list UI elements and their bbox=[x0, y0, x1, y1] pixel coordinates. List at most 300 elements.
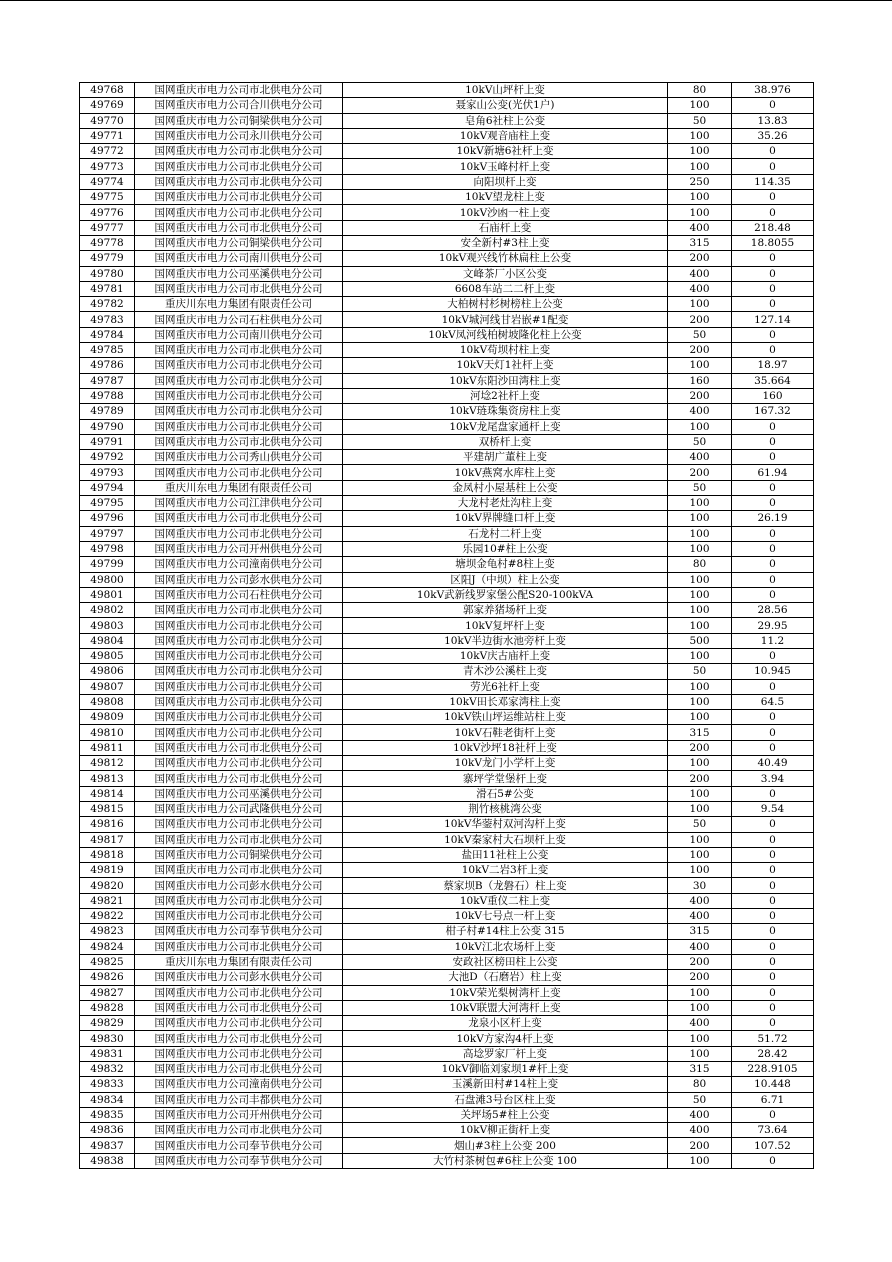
capacity-cell: 100 bbox=[668, 128, 732, 143]
company-cell: 国网重庆市电力公司市北供电分公司 bbox=[135, 710, 343, 725]
value-cell: 127.14 bbox=[732, 312, 814, 327]
capacity-cell: 100 bbox=[668, 205, 732, 220]
table-row bbox=[80, 1046, 814, 1061]
company-cell: 国网重庆市电力公司铜梁供电分公司 bbox=[135, 847, 343, 862]
value-cell: 38.976 bbox=[732, 83, 814, 98]
transformer-name-cell: 10kV复坪杆上变 bbox=[343, 618, 668, 633]
capacity-cell: 100 bbox=[668, 694, 732, 709]
capacity-cell: 100 bbox=[668, 190, 732, 205]
row-id-cell: 49790 bbox=[80, 419, 135, 434]
row-id-cell: 49832 bbox=[80, 1062, 135, 1077]
transformer-name-cell: 10kV燕窝水库柱上变 bbox=[343, 465, 668, 480]
table-row bbox=[80, 434, 814, 449]
table-row bbox=[80, 205, 814, 220]
value-cell: 0 bbox=[732, 939, 814, 954]
row-id-cell: 49834 bbox=[80, 1092, 135, 1107]
row-id-cell: 49796 bbox=[80, 511, 135, 526]
value-cell: 0 bbox=[732, 450, 814, 465]
capacity-cell: 315 bbox=[668, 235, 732, 250]
table-row bbox=[80, 786, 814, 801]
capacity-cell: 80 bbox=[668, 1077, 732, 1092]
company-cell: 国网重庆市电力公司市北供电分公司 bbox=[135, 159, 343, 174]
transformer-name-cell: 10kV二岩3杆上变 bbox=[343, 863, 668, 878]
company-cell: 国网重庆市电力公司永川供电分公司 bbox=[135, 128, 343, 143]
capacity-cell: 100 bbox=[668, 786, 732, 801]
value-cell: 0 bbox=[732, 1153, 814, 1168]
value-cell: 29.95 bbox=[732, 618, 814, 633]
row-id-cell: 49815 bbox=[80, 801, 135, 816]
table-row bbox=[80, 113, 814, 128]
transformer-name-cell: 关坪场5#柱上公变 bbox=[343, 1107, 668, 1122]
value-cell: 0 bbox=[732, 205, 814, 220]
transformer-name-cell: 皂角6社柱上公变 bbox=[343, 113, 668, 128]
row-id-cell: 49809 bbox=[80, 710, 135, 725]
value-cell: 107.52 bbox=[732, 1138, 814, 1153]
row-id-cell: 49769 bbox=[80, 98, 135, 113]
value-cell: 0 bbox=[732, 648, 814, 663]
transformer-name-cell: 10kV琏珠集资房柱上变 bbox=[343, 404, 668, 419]
row-id-cell: 49782 bbox=[80, 297, 135, 312]
row-id-cell: 49822 bbox=[80, 909, 135, 924]
value-cell: 0 bbox=[732, 327, 814, 342]
capacity-cell: 400 bbox=[668, 1107, 732, 1122]
value-cell: 13.83 bbox=[732, 113, 814, 128]
company-cell: 重庆川东电力集团有限责任公司 bbox=[135, 954, 343, 969]
company-cell: 国网重庆市电力公司彭水供电分公司 bbox=[135, 970, 343, 985]
row-id-cell: 49800 bbox=[80, 572, 135, 587]
transformer-name-cell: 10kV庆古庙杆上变 bbox=[343, 648, 668, 663]
value-cell: 51.72 bbox=[732, 1031, 814, 1046]
capacity-cell: 160 bbox=[668, 373, 732, 388]
company-cell: 国网重庆市电力公司市北供电分公司 bbox=[135, 144, 343, 159]
row-id-cell: 49818 bbox=[80, 847, 135, 862]
capacity-cell: 400 bbox=[668, 450, 732, 465]
table-row bbox=[80, 1016, 814, 1031]
capacity-cell: 100 bbox=[668, 863, 732, 878]
table-row bbox=[80, 541, 814, 556]
capacity-cell: 200 bbox=[668, 954, 732, 969]
row-id-cell: 49814 bbox=[80, 786, 135, 801]
transformer-name-cell: 安政社区榜田柱上公变 bbox=[343, 954, 668, 969]
table-row bbox=[80, 235, 814, 250]
transformer-name-cell: 金凤村小屋基柱上公变 bbox=[343, 480, 668, 495]
row-id-cell: 49817 bbox=[80, 832, 135, 847]
transformer-name-cell: 10kV龙尾盘家通杆上变 bbox=[343, 419, 668, 434]
row-id-cell: 49828 bbox=[80, 1000, 135, 1015]
table-row bbox=[80, 970, 814, 985]
company-cell: 国网重庆市电力公司市北供电分公司 bbox=[135, 526, 343, 541]
table-row bbox=[80, 1107, 814, 1122]
capacity-cell: 50 bbox=[668, 817, 732, 832]
row-id-cell: 49820 bbox=[80, 878, 135, 893]
company-cell: 国网重庆市电力公司市北供电分公司 bbox=[135, 465, 343, 480]
transformer-name-cell: 大竹村茶树包#6柱上公变 100 bbox=[343, 1153, 668, 1168]
table-row bbox=[80, 404, 814, 419]
capacity-cell: 100 bbox=[668, 98, 732, 113]
table-row bbox=[80, 954, 814, 969]
row-id-cell: 49789 bbox=[80, 404, 135, 419]
transformer-name-cell: 盐田11社柱上公变 bbox=[343, 847, 668, 862]
value-cell: 0 bbox=[732, 343, 814, 358]
row-id-cell: 49786 bbox=[80, 358, 135, 373]
value-cell: 0 bbox=[732, 893, 814, 908]
transformer-name-cell: 龙泉小区杆上变 bbox=[343, 1016, 668, 1031]
company-cell: 国网重庆市电力公司潼南供电分公司 bbox=[135, 557, 343, 572]
table-row bbox=[80, 1062, 814, 1077]
transformer-name-cell: 10kV城河线甘岩嵌#1配变 bbox=[343, 312, 668, 327]
row-id-cell: 49787 bbox=[80, 373, 135, 388]
value-cell: 10.448 bbox=[732, 1077, 814, 1092]
row-id-cell: 49819 bbox=[80, 863, 135, 878]
row-id-cell: 49835 bbox=[80, 1107, 135, 1122]
company-cell: 国网重庆市电力公司市北供电分公司 bbox=[135, 205, 343, 220]
company-cell: 国网重庆市电力公司开州供电分公司 bbox=[135, 1107, 343, 1122]
capacity-cell: 100 bbox=[668, 832, 732, 847]
company-cell: 国网重庆市电力公司市北供电分公司 bbox=[135, 358, 343, 373]
value-cell: 0 bbox=[732, 434, 814, 449]
transformer-name-cell: 10kV武新线罗家堡公配S20-100kVA bbox=[343, 587, 668, 602]
company-cell: 重庆川东电力集团有限责任公司 bbox=[135, 297, 343, 312]
table-row bbox=[80, 1077, 814, 1092]
table-row bbox=[80, 771, 814, 786]
transformer-name-cell: 10kV沙坪18社杆上变 bbox=[343, 740, 668, 755]
capacity-cell: 100 bbox=[668, 618, 732, 633]
value-cell: 0 bbox=[732, 587, 814, 602]
company-cell: 国网重庆市电力公司市北供电分公司 bbox=[135, 434, 343, 449]
transformer-name-cell: 10kV秦家村大石坝杆上变 bbox=[343, 832, 668, 847]
value-cell: 0 bbox=[732, 1107, 814, 1122]
company-cell: 国网重庆市电力公司巫溪供电分公司 bbox=[135, 786, 343, 801]
row-id-cell: 49805 bbox=[80, 648, 135, 663]
capacity-cell: 100 bbox=[668, 572, 732, 587]
table-row bbox=[80, 725, 814, 740]
value-cell: 218.48 bbox=[732, 220, 814, 235]
value-cell: 0 bbox=[732, 526, 814, 541]
row-id-cell: 49794 bbox=[80, 480, 135, 495]
table-row bbox=[80, 633, 814, 648]
value-cell: 3.94 bbox=[732, 771, 814, 786]
company-cell: 国网重庆市电力公司巫溪供电分公司 bbox=[135, 266, 343, 281]
table-row bbox=[80, 557, 814, 572]
capacity-cell: 100 bbox=[668, 1000, 732, 1015]
row-id-cell: 49797 bbox=[80, 526, 135, 541]
company-cell: 国网重庆市电力公司市北供电分公司 bbox=[135, 740, 343, 755]
transformer-name-cell: 平建胡广董柱上变 bbox=[343, 450, 668, 465]
capacity-cell: 400 bbox=[668, 266, 732, 281]
capacity-cell: 100 bbox=[668, 297, 732, 312]
capacity-cell: 400 bbox=[668, 1016, 732, 1031]
table-row bbox=[80, 1092, 814, 1107]
capacity-cell: 400 bbox=[668, 939, 732, 954]
value-cell: 10.945 bbox=[732, 664, 814, 679]
transformer-name-cell: 10kV观音庙柱上变 bbox=[343, 128, 668, 143]
company-cell: 国网重庆市电力公司市北供电分公司 bbox=[135, 1000, 343, 1015]
capacity-cell: 315 bbox=[668, 1062, 732, 1077]
row-id-cell: 49775 bbox=[80, 190, 135, 205]
row-id-cell: 49804 bbox=[80, 633, 135, 648]
value-cell: 0 bbox=[732, 251, 814, 266]
value-cell: 61.94 bbox=[732, 465, 814, 480]
row-id-cell: 49830 bbox=[80, 1031, 135, 1046]
value-cell: 0 bbox=[732, 297, 814, 312]
row-id-cell: 49774 bbox=[80, 174, 135, 189]
row-id-cell: 49806 bbox=[80, 664, 135, 679]
capacity-cell: 200 bbox=[668, 251, 732, 266]
capacity-cell: 50 bbox=[668, 113, 732, 128]
table-row bbox=[80, 618, 814, 633]
row-id-cell: 49784 bbox=[80, 327, 135, 342]
value-cell: 28.42 bbox=[732, 1046, 814, 1061]
capacity-cell: 50 bbox=[668, 327, 732, 342]
capacity-cell: 100 bbox=[668, 847, 732, 862]
capacity-cell: 400 bbox=[668, 1123, 732, 1138]
capacity-cell: 400 bbox=[668, 909, 732, 924]
value-cell: 0 bbox=[732, 878, 814, 893]
capacity-cell: 400 bbox=[668, 281, 732, 296]
transformer-name-cell: 乐园10#柱上公变 bbox=[343, 541, 668, 556]
company-cell: 国网重庆市电力公司市北供电分公司 bbox=[135, 343, 343, 358]
row-id-cell: 49812 bbox=[80, 756, 135, 771]
transformer-name-cell: 10kV铁山坪运维站柱上变 bbox=[343, 710, 668, 725]
table-row bbox=[80, 679, 814, 694]
transformer-name-cell: 10kV东阳沙田湾柱上变 bbox=[343, 373, 668, 388]
row-id-cell: 49816 bbox=[80, 817, 135, 832]
row-id-cell: 49795 bbox=[80, 496, 135, 511]
transformer-name-cell: 10kV望龙柱上变 bbox=[343, 190, 668, 205]
table-row bbox=[80, 801, 814, 816]
table-row bbox=[80, 740, 814, 755]
row-id-cell: 49778 bbox=[80, 235, 135, 250]
row-id-cell: 49801 bbox=[80, 587, 135, 602]
row-id-cell: 49836 bbox=[80, 1123, 135, 1138]
company-cell: 国网重庆市电力公司石柱供电分公司 bbox=[135, 587, 343, 602]
company-cell: 国网重庆市电力公司市北供电分公司 bbox=[135, 893, 343, 908]
transformer-name-cell: 10kV凤河线柏树坡隆化柱上公变 bbox=[343, 327, 668, 342]
table-row bbox=[80, 1000, 814, 1015]
capacity-cell: 50 bbox=[668, 480, 732, 495]
capacity-cell: 80 bbox=[668, 557, 732, 572]
capacity-cell: 30 bbox=[668, 878, 732, 893]
capacity-cell: 100 bbox=[668, 679, 732, 694]
capacity-cell: 200 bbox=[668, 771, 732, 786]
table-row bbox=[80, 480, 814, 495]
transformer-name-cell: 柑子村#14柱上公变 315 bbox=[343, 924, 668, 939]
value-cell: 160 bbox=[732, 388, 814, 403]
value-cell: 6.71 bbox=[732, 1092, 814, 1107]
company-cell: 国网重庆市电力公司铜梁供电分公司 bbox=[135, 113, 343, 128]
row-id-cell: 49821 bbox=[80, 893, 135, 908]
table-row bbox=[80, 83, 814, 98]
table-row bbox=[80, 526, 814, 541]
row-id-cell: 49772 bbox=[80, 144, 135, 159]
table-row bbox=[80, 985, 814, 1000]
company-cell: 国网重庆市电力公司市北供电分公司 bbox=[135, 1016, 343, 1031]
transformer-name-cell: 大池D（石磨岩）柱上变 bbox=[343, 970, 668, 985]
transformer-name-cell: 10kV新塘6社杆上变 bbox=[343, 144, 668, 159]
row-id-cell: 49829 bbox=[80, 1016, 135, 1031]
company-cell: 国网重庆市电力公司市北供电分公司 bbox=[135, 1046, 343, 1061]
transformer-name-cell: 河埝2社杆上变 bbox=[343, 388, 668, 403]
row-id-cell: 49837 bbox=[80, 1138, 135, 1153]
capacity-cell: 400 bbox=[668, 220, 732, 235]
table-row bbox=[80, 909, 814, 924]
transformer-name-cell: 石龙村二杆上变 bbox=[343, 526, 668, 541]
table-row bbox=[80, 450, 814, 465]
transformer-name-cell: 6608车站二二杆上变 bbox=[343, 281, 668, 296]
transformer-name-cell: 文峰茶厂小区公变 bbox=[343, 266, 668, 281]
transformer-name-cell: 10kV观兴线竹林扁柱上公变 bbox=[343, 251, 668, 266]
company-cell: 国网重庆市电力公司江津供电分公司 bbox=[135, 496, 343, 511]
value-cell: 0 bbox=[732, 1000, 814, 1015]
value-cell: 167.32 bbox=[732, 404, 814, 419]
transformer-name-cell: 大龙村老灶沟柱上变 bbox=[343, 496, 668, 511]
table-row bbox=[80, 603, 814, 618]
table-row bbox=[80, 664, 814, 679]
table-row bbox=[80, 694, 814, 709]
value-cell: 0 bbox=[732, 970, 814, 985]
row-id-cell: 49783 bbox=[80, 312, 135, 327]
value-cell: 0 bbox=[732, 541, 814, 556]
capacity-cell: 100 bbox=[668, 144, 732, 159]
transformer-name-cell: 双桥杆上变 bbox=[343, 434, 668, 449]
value-cell: 0 bbox=[732, 817, 814, 832]
transformer-name-cell: 10kV玉峰村杆上变 bbox=[343, 159, 668, 174]
company-cell: 国网重庆市电力公司南川供电分公司 bbox=[135, 251, 343, 266]
capacity-cell: 100 bbox=[668, 1153, 732, 1168]
transformer-name-cell: 青木沙公溪柱上变 bbox=[343, 664, 668, 679]
table-row bbox=[80, 128, 814, 143]
capacity-cell: 100 bbox=[668, 419, 732, 434]
transformer-name-cell: 聂家山公变(光伏1户) bbox=[343, 98, 668, 113]
company-cell: 国网重庆市电力公司市北供电分公司 bbox=[135, 220, 343, 235]
table-row bbox=[80, 190, 814, 205]
capacity-cell: 100 bbox=[668, 648, 732, 663]
table-row bbox=[80, 924, 814, 939]
table-row bbox=[80, 373, 814, 388]
row-id-cell: 49813 bbox=[80, 771, 135, 786]
transformer-name-cell: 荆竹核桃湾公变 bbox=[343, 801, 668, 816]
value-cell: 0 bbox=[732, 954, 814, 969]
company-cell: 国网重庆市电力公司市北供电分公司 bbox=[135, 1062, 343, 1077]
table-row bbox=[80, 266, 814, 281]
row-id-cell: 49825 bbox=[80, 954, 135, 969]
transformer-name-cell: 高埝罗家厂杆上变 bbox=[343, 1046, 668, 1061]
capacity-cell: 200 bbox=[668, 740, 732, 755]
capacity-cell: 100 bbox=[668, 801, 732, 816]
row-id-cell: 49781 bbox=[80, 281, 135, 296]
value-cell: 73.64 bbox=[732, 1123, 814, 1138]
company-cell: 国网重庆市电力公司市北供电分公司 bbox=[135, 83, 343, 98]
table-row bbox=[80, 710, 814, 725]
company-cell: 国网重庆市电力公司石柱供电分公司 bbox=[135, 312, 343, 327]
table-row bbox=[80, 159, 814, 174]
table-row bbox=[80, 817, 814, 832]
table-row bbox=[80, 893, 814, 908]
company-cell: 国网重庆市电力公司市北供电分公司 bbox=[135, 281, 343, 296]
table-row bbox=[80, 358, 814, 373]
company-cell: 国网重庆市电力公司南川供电分公司 bbox=[135, 327, 343, 342]
company-cell: 国网重庆市电力公司市北供电分公司 bbox=[135, 817, 343, 832]
company-cell: 国网重庆市电力公司市北供电分公司 bbox=[135, 190, 343, 205]
top-border-line bbox=[0, 0, 892, 1]
value-cell: 11.2 bbox=[732, 633, 814, 648]
row-id-cell: 49838 bbox=[80, 1153, 135, 1168]
transformer-name-cell: 蔡家坝B（龙磐石）柱上变 bbox=[343, 878, 668, 893]
capacity-cell: 100 bbox=[668, 1046, 732, 1061]
capacity-cell: 100 bbox=[668, 1031, 732, 1046]
transformer-name-cell: 10kV荣光梨树湾杆上变 bbox=[343, 985, 668, 1000]
transformer-name-cell: 10kV联盟大河湾杆上变 bbox=[343, 1000, 668, 1015]
capacity-cell: 50 bbox=[668, 1092, 732, 1107]
table-row bbox=[80, 878, 814, 893]
transformer-name-cell: 向阳坝杆上变 bbox=[343, 174, 668, 189]
transformer-name-cell: 10kV沙凼一柱上变 bbox=[343, 205, 668, 220]
capacity-cell: 100 bbox=[668, 603, 732, 618]
capacity-cell: 100 bbox=[668, 756, 732, 771]
value-cell: 26.19 bbox=[732, 511, 814, 526]
table-row bbox=[80, 343, 814, 358]
company-cell: 国网重庆市电力公司市北供电分公司 bbox=[135, 648, 343, 663]
row-id-cell: 49807 bbox=[80, 679, 135, 694]
transformer-table bbox=[79, 82, 814, 1169]
transformer-name-cell: 寨坪学堂堡杆上变 bbox=[343, 771, 668, 786]
table-row bbox=[80, 388, 814, 403]
table-row bbox=[80, 572, 814, 587]
transformer-name-cell: 10kV御临刘家坝1#杆上变 bbox=[343, 1062, 668, 1077]
value-cell: 0 bbox=[732, 740, 814, 755]
table-row bbox=[80, 511, 814, 526]
capacity-cell: 400 bbox=[668, 893, 732, 908]
capacity-cell: 200 bbox=[668, 343, 732, 358]
capacity-cell: 200 bbox=[668, 312, 732, 327]
table-row bbox=[80, 496, 814, 511]
company-cell: 国网重庆市电力公司秀山供电分公司 bbox=[135, 450, 343, 465]
table-row bbox=[80, 648, 814, 663]
transformer-name-cell: 10kV山坪杆上变 bbox=[343, 83, 668, 98]
company-cell: 国网重庆市电力公司市北供电分公司 bbox=[135, 419, 343, 434]
transformer-name-cell: 石庙杆上变 bbox=[343, 220, 668, 235]
transformer-name-cell: 玉溪新田村#14柱上变 bbox=[343, 1077, 668, 1092]
row-id-cell: 49785 bbox=[80, 343, 135, 358]
transformer-name-cell: 塘坝金龟村#8柱上变 bbox=[343, 557, 668, 572]
row-id-cell: 49826 bbox=[80, 970, 135, 985]
table-row bbox=[80, 1031, 814, 1046]
value-cell: 0 bbox=[732, 1016, 814, 1031]
row-id-cell: 49803 bbox=[80, 618, 135, 633]
transformer-name-cell: 10kV龙门小学杆上变 bbox=[343, 756, 668, 771]
capacity-cell: 200 bbox=[668, 465, 732, 480]
table-row bbox=[80, 419, 814, 434]
value-cell: 228.9105 bbox=[732, 1062, 814, 1077]
company-cell: 国网重庆市电力公司铜梁供电分公司 bbox=[135, 235, 343, 250]
capacity-cell: 200 bbox=[668, 970, 732, 985]
value-cell: 0 bbox=[732, 557, 814, 572]
capacity-cell: 315 bbox=[668, 924, 732, 939]
row-id-cell: 49770 bbox=[80, 113, 135, 128]
value-cell: 0 bbox=[732, 725, 814, 740]
row-id-cell: 49823 bbox=[80, 924, 135, 939]
row-id-cell: 49810 bbox=[80, 725, 135, 740]
company-cell: 国网重庆市电力公司市北供电分公司 bbox=[135, 603, 343, 618]
company-cell: 国网重庆市电力公司合川供电分公司 bbox=[135, 98, 343, 113]
company-cell: 重庆川东电力集团有限责任公司 bbox=[135, 480, 343, 495]
capacity-cell: 100 bbox=[668, 710, 732, 725]
company-cell: 国网重庆市电力公司市北供电分公司 bbox=[135, 694, 343, 709]
company-cell: 国网重庆市电力公司彭水供电分公司 bbox=[135, 572, 343, 587]
transformer-name-cell: 10kV天灯1社杆上变 bbox=[343, 358, 668, 373]
company-cell: 国网重庆市电力公司市北供电分公司 bbox=[135, 373, 343, 388]
transformer-name-cell: 10kV田长邓家湾柱上变 bbox=[343, 694, 668, 709]
